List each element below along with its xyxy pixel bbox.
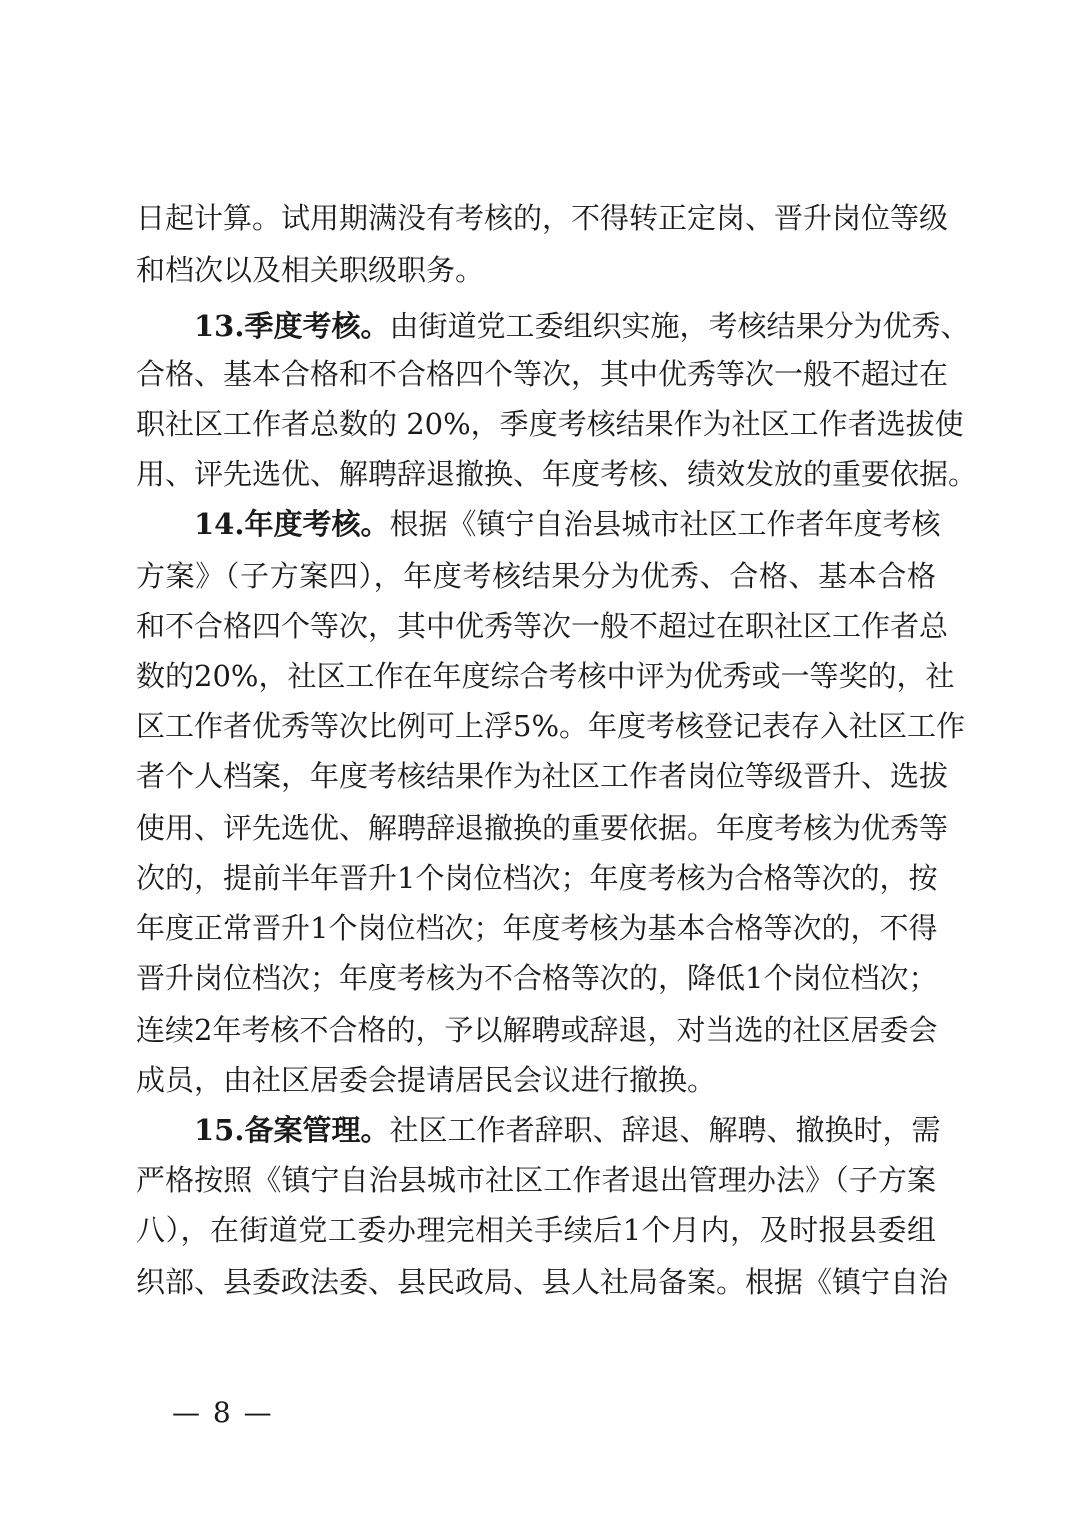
body-line: 日起计算。试用期满没有考核的，不得转正定岗、晋升岗位等级 <box>136 201 949 235</box>
body-line: 数的20%，社区工作在年度综合考核中评为优秀或一等奖的，社 <box>136 659 955 693</box>
body-line: 职社区工作者总数的 20%，季度考核结果作为社区工作者选拔使 <box>136 407 964 441</box>
section-lead: 14.年度考核。 <box>194 507 390 541</box>
section-15-heading-line: 15.备案管理。社区工作者辞职、辞退、解聘、撤换时，需 <box>194 1113 941 1147</box>
body-line: 使用、评先选优、解聘辞退撤换的重要依据。年度考核为优秀等 <box>136 811 949 845</box>
body-line: 和档次以及相关职级职务。 <box>136 253 485 287</box>
body-line: 连续2年考核不合格的，予以解聘或辞退，对当选的社区居委会 <box>136 1013 938 1047</box>
section-lead: 15.备案管理。 <box>194 1113 390 1147</box>
section-14-heading-line: 14.年度考核。根据《镇宁自治县城市社区工作者年度考核 <box>194 507 941 541</box>
body-line: 者个人档案，年度考核结果作为社区工作者岗位等级晋升、选拔 <box>136 759 949 793</box>
body-line: 晋升岗位档次；年度考核为不合格等次的，降低1个岗位档次； <box>136 961 938 995</box>
section-lead: 13.季度考核。 <box>194 309 390 343</box>
body-line: 八），在街道党工委办理完相关手续后1个月内，及时报县委组 <box>136 1213 936 1247</box>
body-line: 合格、基本合格和不合格四个等次，其中优秀等次一般不超过在 <box>136 357 949 391</box>
body-line: 严格按照《镇宁自治县城市社区工作者退出管理办法》（子方案 <box>136 1163 936 1197</box>
body-line: 方案》（子方案四），年度考核结果分为优秀、合格、基本合格 <box>136 559 936 593</box>
body-line: 和不合格四个等次，其中优秀等次一般不超过在职社区工作者总 <box>136 609 949 643</box>
body-line: 成员，由社区居委会提请居民会议进行撤换。 <box>136 1063 717 1097</box>
body-line: 区工作者优秀等次比例可上浮5%。年度考核登记表存入社区工作 <box>136 709 966 743</box>
section-13-heading-line: 13.季度考核。由街道党工委组织实施，考核结果分为优秀、 <box>194 309 970 343</box>
body-line: 用、评先选优、解聘辞退撤换、年度考核、绩效发放的重要依据。 <box>136 457 978 491</box>
body-line: 织部、县委政法委、县民政局、县人社局备案。根据《镇宁自治 <box>136 1265 949 1299</box>
body-line: 年度正常晋升1个岗位档次；年度考核为基本合格等次的，不得 <box>136 911 938 945</box>
page-number: — 8 — <box>172 1396 274 1429</box>
body-line: 次的，提前半年晋升1个岗位档次；年度考核为合格等次的，按 <box>136 861 938 895</box>
